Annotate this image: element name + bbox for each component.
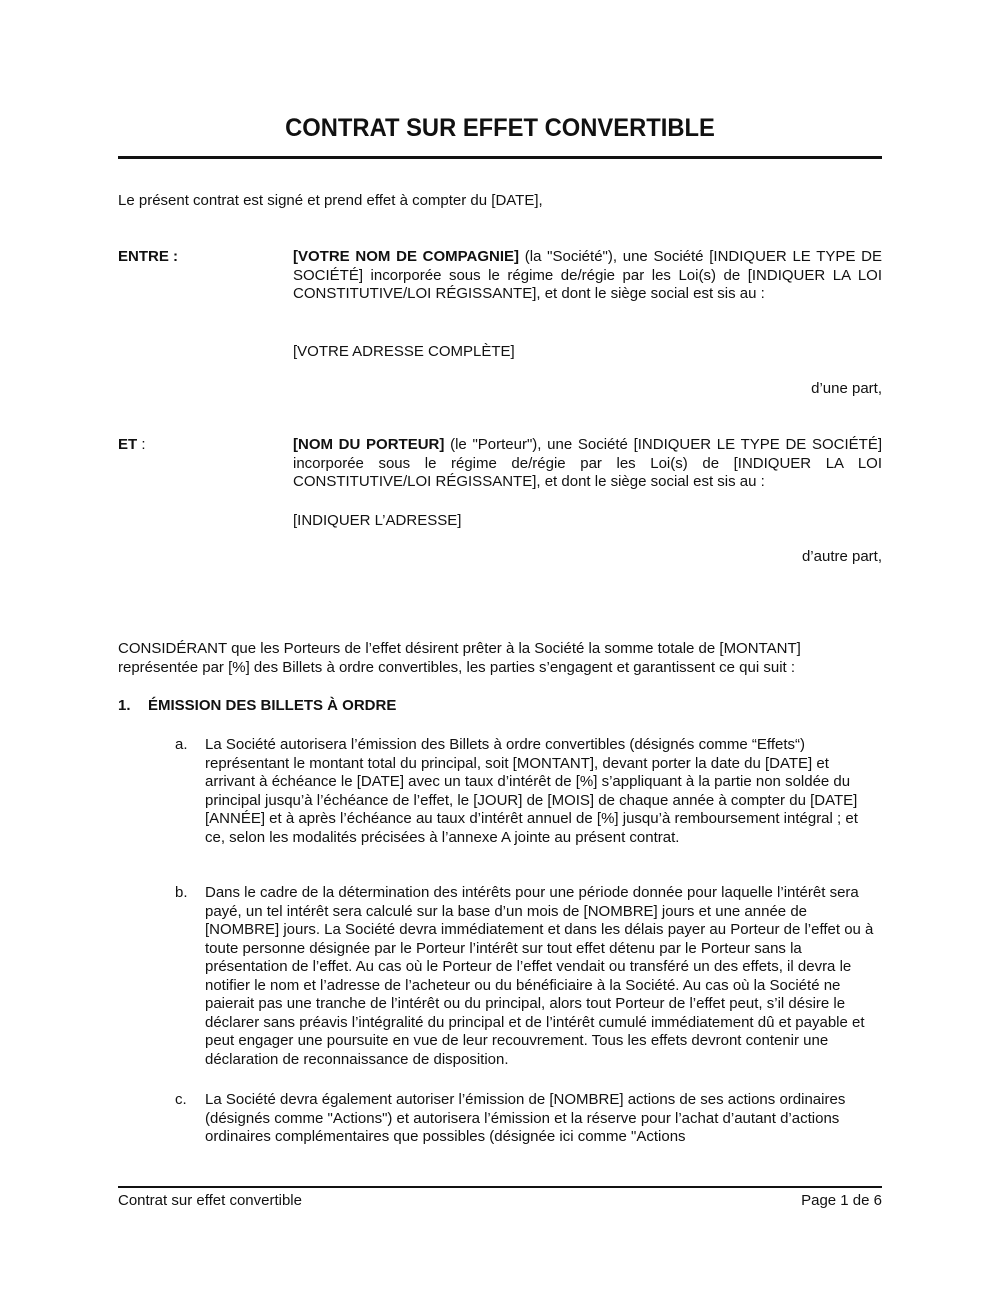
- considerant-paragraph: CONSIDÉRANT que les Porteurs de l’effet désirent prêter à la Société la somme totale de [MONTANT] représentée par [%] des Billets à ordre convertibles, les parties s’engagent et garantissent ce qui suit :: [118, 640, 801, 676]
- party2-label: ET: [118, 436, 138, 453]
- party2-description: [293, 436, 882, 492]
- list-item-c: [175, 1091, 882, 1147]
- party2-name: [NOM DU PORTEUR]: [293, 436, 445, 453]
- party2-closing: d’autre part,: [801, 548, 882, 565]
- footer-divider: [118, 1186, 882, 1188]
- list-item-letter: b.: [175, 884, 188, 901]
- list-item-text: Dans le cadre de la détermination des intérêts pour une période donnée pour laquelle l’intérêt sera payé, un tel intérêt sera calculé sur la base d’un mois de [NOMBRE] jours et une année de [NOMBRE] jours. La Société devra immédiatement et dans les délais payer au Porteur de l’effet ou à toute personne désignée par le Porteur l’intérêt sur tout effet détenu par le Porteur sans la présentation de l’effet. Au cas où le Porteur de l’effet vendait ou transféré un des effets, il devra le notifier le nom et l’adresse de l’acheteur ou du bénéficiaire à la Société. Au cas où la Société ne paierait pas une tranche de l’intérêt ou du principal, alors tout Porteur de l’effet peut, s’il désire le déclarer sans préavis l’intégralité du principal et de l’intérêt cumulé immédiatement dû et payable et peut engager une poursuite en vue de leur recouvrement. Tous les effets devront contenir une déclaration de reconnaissance de disposition.: [205, 884, 874, 1068]
- party1-address: [VOTRE ADRESSE COMPLÈTE]: [293, 343, 515, 360]
- party1-text: (la "Société"), une Société [INDIQUER LE TYPE DE SOCIÉTÉ] incorporée sous le régime de/régie par les Loi(s) de [INDIQUER LA LOI CONSTITUTIVE/LOI RÉGISSANTE], et dont le siège social est sis au :: [293, 248, 883, 302]
- party2-text: (le "Porteur"), une Société [INDIQUER LE TYPE DE SOCIÉTÉ] incorporée sous le régime de/régie par les Loi(s) de [INDIQUER LA LOI CONSTITUTIVE/LOI RÉGISSANTE], et dont le siège social est sis au :: [293, 436, 882, 490]
- party2-address: [INDIQUER L’ADRESSE]: [293, 512, 462, 529]
- footer-page-number: Page 1 de 6: [801, 1192, 882, 1209]
- section-1-heading: [118, 697, 396, 716]
- party1-closing: d’une part,: [811, 380, 882, 397]
- section-1-number: 1.: [118, 697, 131, 714]
- list-item-text: La Société devra également autoriser l’émission de [NOMBRE] actions de ses actions ordinaires (désignés comme "Actions") et autorisera l’émission et la réserve pour l’achat d’autant d’actions ordinaires complémentaires que possibles (désignée ici comme "Actions: [205, 1091, 846, 1145]
- party1-description: [293, 248, 882, 304]
- intro-paragraph: Le présent contrat est signé et prend effet à compter du [DATE],: [118, 192, 543, 209]
- section-1-title: ÉMISSION DES BILLETS À ORDRE: [148, 697, 397, 714]
- title-divider: [118, 156, 882, 159]
- list-item-b: [175, 884, 882, 1069]
- document-title: CONTRAT SUR EFFET CONVERTIBLE: [285, 114, 715, 142]
- list-item-text: La Société autorisera l’émission des Billets à ordre convertibles (désignés comme “Effets“) représentant le montant total du principal, soit [MONTANT], devant porter la date du [DATE] et arrivant à échéance le [DATE] avec un taux d’intérêt de [%] s’appliquant à la partie non soldée du principal jusqu’à l’échéance de l’effet, le [JOUR] de [MOIS] de chaque année à compter du [DATE] [ANNÉE] et à après l’échéance au taux d’intérêt annuel de [%] jusqu’à remboursement intégral ; et ce, selon les modalités précisées à l’annexe A jointe au présent contrat.: [205, 736, 858, 846]
- party1-label: ENTRE :: [118, 248, 178, 265]
- list-item-letter: c.: [175, 1091, 187, 1108]
- list-item-letter: a.: [175, 736, 188, 753]
- footer-document-name: Contrat sur effet convertible: [118, 1192, 302, 1209]
- party1-name: [VOTRE NOM DE COMPAGNIE]: [293, 248, 520, 265]
- party2-label-suffix: :: [137, 436, 146, 453]
- list-item-a: [175, 736, 882, 847]
- party2-label-wrap: [118, 436, 146, 455]
